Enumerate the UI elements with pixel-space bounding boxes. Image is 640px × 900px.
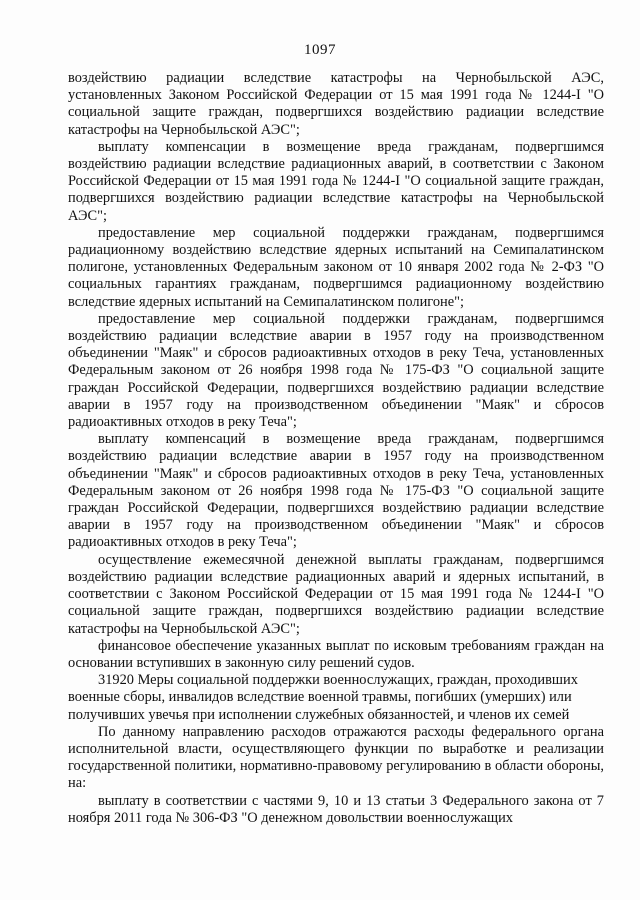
paragraph-payment-306fz: выплату в соответствии с частями 9, 10 и 13 статьи 3 Федерального закона от 7 ноября 2011 года № 306-ФЗ "О денежном довольствии военнослужащих bbox=[68, 792, 604, 826]
paragraph-continuation: воздействию радиации вследствие катастрофы на Чернобыльской АЭС, установленных Законом Российской Федерации от 15 мая 1991 года № 1244-I "О социальной защите граждан, подвергшихся воздействию радиации вследствие катастрофы на Чернобыльской АЭС"; bbox=[68, 70, 604, 138]
paragraph-monthly-payment: осуществление ежемесячной денежной выплаты гражданам, подвергшимся воздействию радиации вследствие радиационных аварий и ядерных испытаний, в соответствии с Законом Российской Федерации от 15 мая 1991 года № 1244-I "О социальной защите граждан, подвергшихся воздействию радиации вследствие катастрофы на Чернобыльской АЭС"; bbox=[68, 551, 604, 637]
paragraph-court-decisions: финансовое обеспечение указанных выплат по исковым требованиям граждан на основании вступивших в законную силу решений судов. bbox=[68, 637, 604, 671]
paragraph-expenses-direction: По данному направлению расходов отражаются расходы федерального органа исполнительной власти, осуществляющего функции по выработке и реализации государственной политики, нормативно-правовому регулированию в области обороны, на: bbox=[68, 723, 604, 792]
paragraph-chernobyl-compensation: выплату компенсации в возмещение вреда гражданам, подвергшимся воздействию радиации вследствие радиационных аварий, в соответствии с Законом Российской Федерации от 15 мая 1991 года № 1244-I "О социальной защите граждан, подвергшихся воздействию радиации вследствие катастрофы на Чернобыльской АЭС"; bbox=[68, 138, 604, 224]
page-number: 1097 bbox=[304, 42, 336, 58]
paragraph-mayak-compensation: выплату компенсаций в возмещение вреда гражданам, подвергшимся воздействию радиации вследствие аварии в 1957 году на производственном объединении "Маяк" и сбросов радиоактивных отходов в реку Теча, установленных Федеральным законом от 26 ноября 1998 года № 175-ФЗ "О социальной защите граждан Российской Федерации, подвергшихся воздействию радиации вследствие аварии в 1957 году на производственном объединении "Маяк" и сбросов радиоактивных отходов в реку Теча"; bbox=[68, 431, 604, 551]
section-heading-31920: 31920 Меры социальной поддержки военнослужащих, граждан, проходивших военные сборы, инвалидов вследствие военной травмы, погибших (умерших) или получивших увечья при исполнении служебных обязанностей, и членов их семей bbox=[68, 672, 578, 723]
paragraph-mayak-support: предоставление мер социальной поддержки гражданам, подвергшимся воздействию радиации вследствие аварии в 1957 году на производственном объединении "Маяк" и сбросов радиоактивных отходов в реку Теча, установленных Федеральным законом от 26 ноября 1998 года № 175-ФЗ "О социальной защите граждан Российской Федерации, подвергшихся воздействию радиации вследствие аварии в 1957 году на производственном объединении "Маяк" и сбросов радиоактивных отходов в реку Теча"; bbox=[68, 310, 604, 431]
document-body bbox=[68, 70, 604, 827]
paragraph-semipalatinsk-support: предоставление мер социальной поддержки гражданам, подвергшимся радиационному воздействию вследствие ядерных испытаний на Семипалатинском полигоне, установленных Федеральным законом от 10 января 2002 года № 2-ФЗ "О социальных гарантиях гражданам, подвергшимся радиационному воздействию вследствие ядерных испытаний на Семипалатинском полигоне"; bbox=[68, 224, 604, 310]
